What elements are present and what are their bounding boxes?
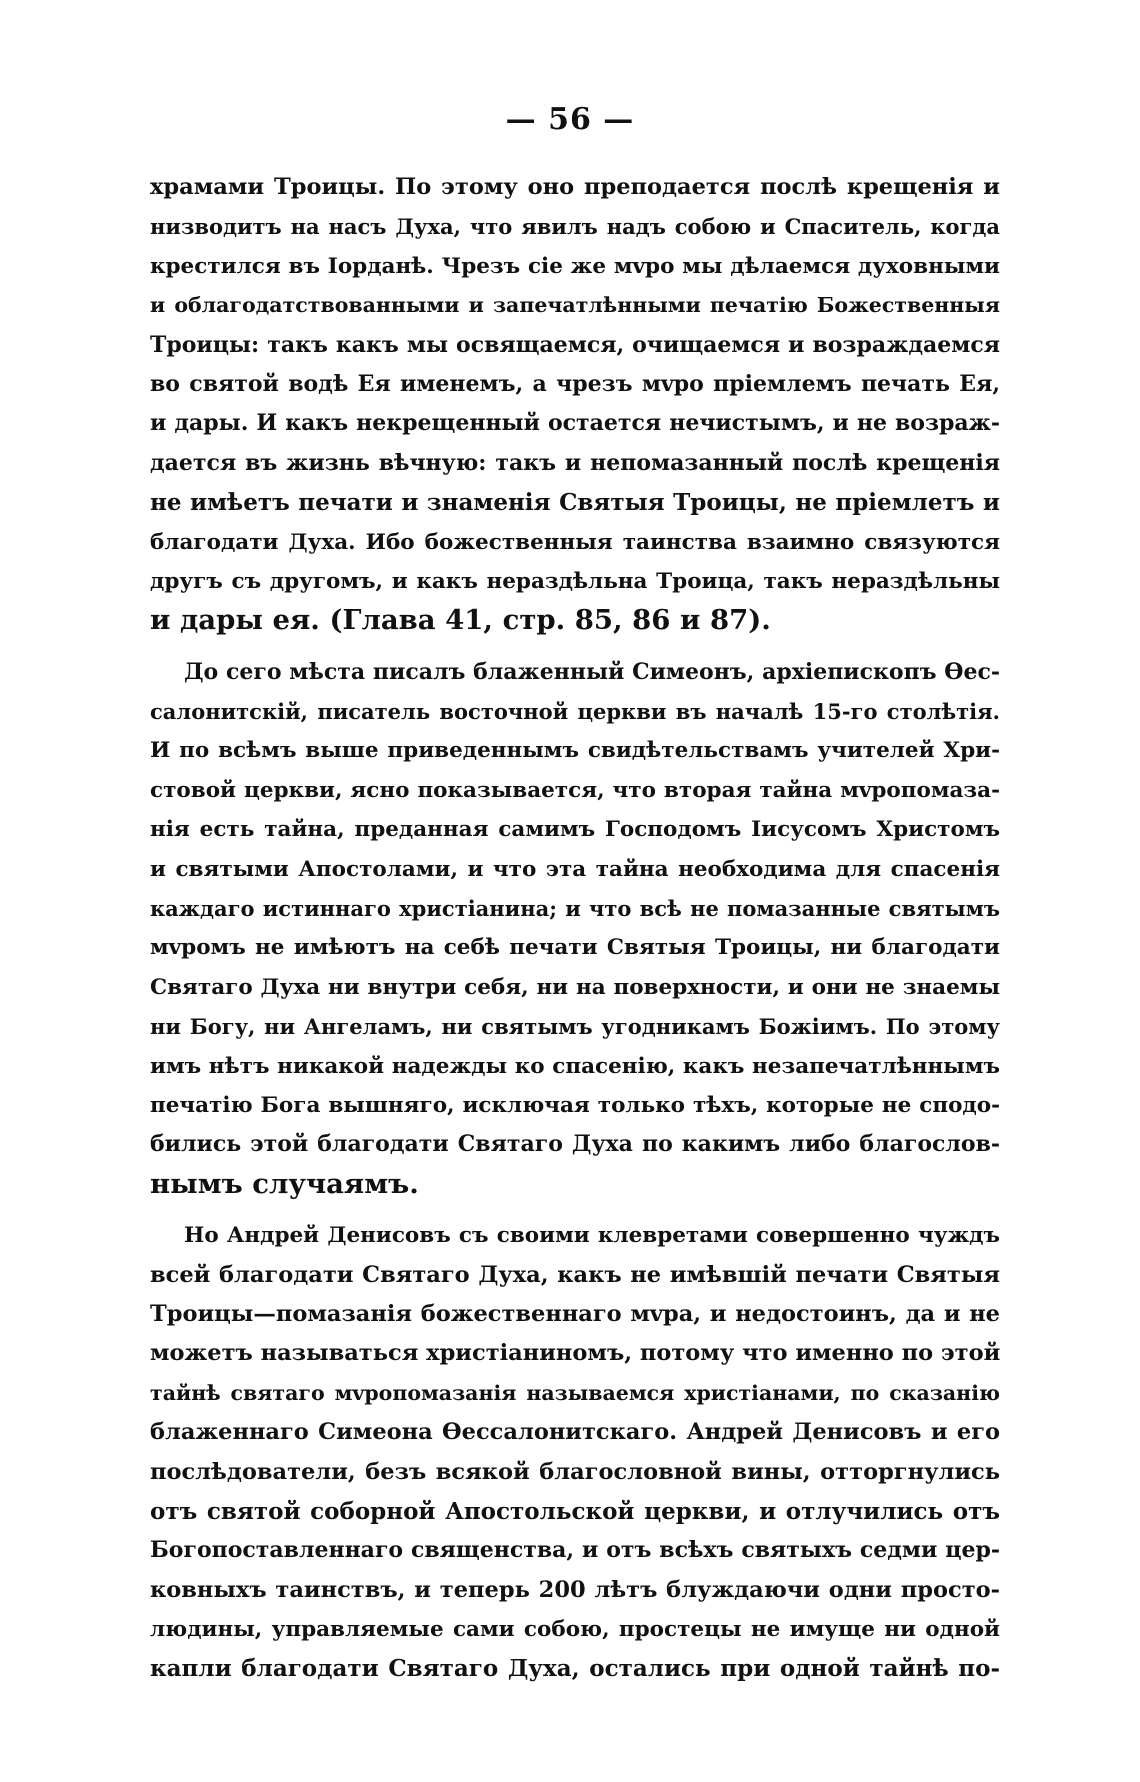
text-line: бились этой благодати Святаго Духа по какимъ либо благослов- xyxy=(150,1131,1000,1158)
text-line: До сего мѣста писалъ блаженный Симеонъ, архіепископъ Ѳес- xyxy=(184,658,1000,685)
text-line: салонитскій, писатель восточной церкви въ началѣ 15-го столѣтія. xyxy=(150,699,1000,725)
text-line: крестился въ Іорданѣ. Чрезъ сіе же мvро мы дѣлаемся духовными xyxy=(150,253,1000,279)
text-line: во святой водѣ Ея именемъ, а чрезъ мvро пріемлемъ печать Ея, xyxy=(150,370,1000,397)
text-line: послѣдователи, безъ всякой благословной вины, отторгнулись xyxy=(150,1458,1000,1485)
text-line: И по всѣмъ выше приведеннымъ свидѣтельствамъ учителей Хри- xyxy=(150,738,1000,764)
text-line: можетъ называться христіаниномъ, потому что именно по этой xyxy=(150,1340,1000,1367)
text-line: храмами Троицы. По этому оно преподается послѣ крещенія и xyxy=(150,174,1000,200)
text-line: не имѣетъ печати и знаменія Святыя Троицы, не пріемлетъ и xyxy=(150,489,1000,517)
text-line: имъ нѣтъ никакой надежды ко спасенію, какъ незапечатлѣннымъ xyxy=(150,1053,1000,1079)
paragraph-2 xyxy=(150,653,1000,1204)
text-line: дается въ жизнь вѣчную: такъ и непомазанный послѣ крещенія xyxy=(150,449,1000,476)
text-line: нымъ случаямъ. xyxy=(150,1167,419,1200)
text-line: людины, управляемые сами собою, простецы не имуще ни одной xyxy=(150,1617,1000,1643)
text-line: Троицы: такъ какъ мы освящаемся, очищаемся и возраждаемся xyxy=(150,331,1000,358)
text-line: Богопоставленнаго священства, и отъ всѣхъ святыхъ седми цер- xyxy=(150,1537,1000,1564)
text-line: каждаго истиннаго христіанина; и что всѣ не помазанные святымъ xyxy=(150,896,1000,922)
text-line: печатію Бога вышняго, исключая только тѣхъ, которые не сподо- xyxy=(150,1092,1000,1118)
text-line: тайнѣ святаго мvропомазанія называемся христіанами, по сказанію xyxy=(150,1380,1000,1405)
text-line: всей благодати Святаго Духа, какъ не имѣвшій печати Святыя xyxy=(150,1261,1000,1288)
text-line: благодати Духа. Ибо божественныя таинства взаимно связуются xyxy=(150,529,1000,555)
text-line: низводитъ на насъ Духа, что явилъ надъ собою и Спаситель, когда xyxy=(150,214,1000,240)
text-line: другъ съ другомъ, и какъ нераздѣльна Троица, такъ нераздѣльны xyxy=(150,568,1000,594)
text-line: и дары. И какъ некрещенный остается нечистымъ, и не возраж- xyxy=(150,410,1000,437)
paragraph-gap xyxy=(150,1204,1000,1216)
text-line: отъ святой соборной Апостольской церкви, и отлучились отъ xyxy=(150,1497,1000,1525)
paragraph-gap xyxy=(150,641,1000,653)
text-line: и дары ея. (Глава 41, стр. 85, 86 и 87). xyxy=(150,604,771,637)
text-line: стовой церкви, ясно показывается, что вторая тайна мvропомаза- xyxy=(150,777,1000,803)
paragraph-3 xyxy=(150,1216,1000,1689)
paragraph-1 xyxy=(150,168,1000,641)
text-line: блаженнаго Симеона Ѳессалонитскаго. Андрей Денисовъ и его xyxy=(150,1419,1000,1446)
page-number: — 56 — xyxy=(505,102,635,137)
text-line: Но Андрей Денисовъ съ своими клевретами совершенно чуждъ xyxy=(184,1223,1000,1249)
text-line: ни Богу, ни Ангеламъ, ни святымъ угодникамъ Божіимъ. По этому xyxy=(150,1014,1000,1040)
text-line: нія есть тайна, преданная самимъ Господомъ Іисусомъ Христомъ xyxy=(150,817,1000,843)
text-line: ковныхъ таинствъ, и теперь 200 лѣтъ блуждаючи одни просто- xyxy=(150,1576,1000,1603)
text-line: Святаго Духа ни внутри себя, ни на поверхности, и они не знаемы xyxy=(150,974,1000,1000)
text-line: и святыми Апостолами, и что эта тайна необходима для спасенія xyxy=(150,856,1000,882)
text-line: и облагодатствованными и запечатлѣнными печатію Божественныя xyxy=(150,293,1000,318)
body-text xyxy=(150,168,1000,1689)
text-line: мvромъ не имѣютъ на себѣ печати Святыя Троицы, ни благодати xyxy=(150,935,1000,961)
text-line: капли благодати Святаго Духа, остались при одной тайнѣ по- xyxy=(150,1655,1000,1683)
text-line: Троицы—помазанія божественнаго мvра, и недостоинъ, да и не xyxy=(150,1300,1000,1327)
